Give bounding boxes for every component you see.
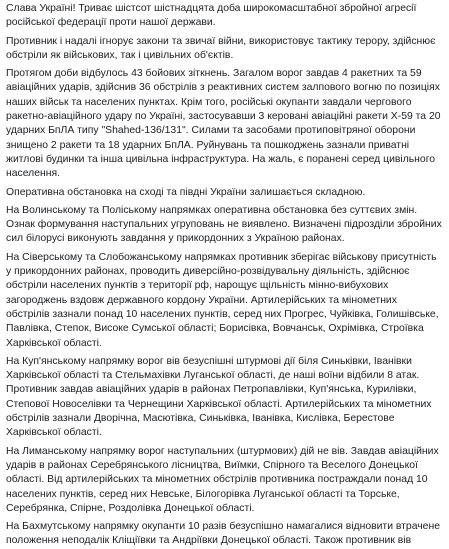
post-paragraph-kupiansk: На Куп'янському напрямку ворог вів безуспішні штурмові дії біля Синьківки, Іванівки Харківської області та Стельмахівки Луганської області, де наші воїни відбили 8 атак. Противник завдав авіаційних ударів в районах Петропавлівки, Куп'янська, Курилівки, Степової Новоселівки та Чернещини Харківської області. Артилерійських та мінометних обстрілів зазнали Дворічна, Масютівка, Синьківка, Іванівка, Кислівка, Берестове Харківської області.: [6, 355, 432, 439]
post-paragraph-east-south: Оперативна обстановка на сході та півдні України залишається складною.: [6, 186, 366, 198]
post-paragraph-lyman: На Лиманському напрямку ворог наступальних (штурмових) дій не вів. Завдав авіаційних ударів в районах Серебрянського лісництва, Виїмки, Спірного та Веселого Донецької області. Від артилерійських та мінометних обстрілів противника постраждали понад 10 населених пунктів, серед них Невське, Білогорівка Луганської області та Торське, Серебрянка, Спірне, Роздолівка Донецької області.: [6, 445, 439, 514]
post-paragraph-terror-tactics: Противник і надалі ігнорує закони та звичаї війни, використовує тактику терору, здійснює обстріли як військових, так і цивільних об'єктів.: [6, 35, 436, 61]
post-paragraph-siversk-slobozhansk: На Сіверському та Слобожанському напрямках противник зберігає військову присутність у прикордонних районах, проводить диверсійно-розвідувальну діяльність, здійснює обстріли населених пунктів з території рф, нарощує щільність мінно-вибухових загороджень вздовж державного кордону України. Артилерійських та мінометних обстрілів зазнали понад 10 населених пунктів, серед них Прогрес, Чуйківка, Голишівське, Павлівка, Степок, Високе Сумської області; Борисівка, Вовчанськ, Охрімівка, Строївка Харківської області.: [6, 251, 439, 349]
post-paragraph-daily-summary: Протягом доби відбулось 43 бойових зіткнень. Загалом ворог завдав 4 ракетних та 59 авіаційних ударів, здійснив 36 обстрілів з реактивних систем залпового вогню по позиціях наших військ та населених пунктах. Крім того, російські окупанти завдали чергового ракетно-авіаційного удару по Україні, застосувавши 3 керовані авіаційні ракети Х-59 та 20 ударних БпЛА типу "Shahed-136/131". Силами та засобами протиповітряної оборони знищено 2 ракети та 18 ударних БпЛА. Руйнувань та пошкоджень зазнали приватні житлові будинки та інша цивільна інфраструктура. На жаль, є поранені серед цивільного населення.: [6, 68, 441, 180]
post-paragraph-greeting: Слава Україні! Триває шістсот шістнадцята доба широкомасштабної збройної агресії російської федерації проти нашої держави.: [6, 3, 417, 29]
post-paragraph-bakhmut: На Бахмутському напрямку окупанти 10 разів безуспішно намагалися відновити втрачене положення неподалік Кліщіївки та Андріївки Донецької області. Також противник вів: [6, 521, 440, 547]
post-paragraph-volyn-polissia: На Волинському та Поліському напрямках оперативна обстановка без суттєвих змін. Ознак формування наступальних угруповань не виявлено. Визначені підрозділи збройних сил білорусі виконують завдання у прикордонних з Україною районах.: [6, 204, 442, 245]
